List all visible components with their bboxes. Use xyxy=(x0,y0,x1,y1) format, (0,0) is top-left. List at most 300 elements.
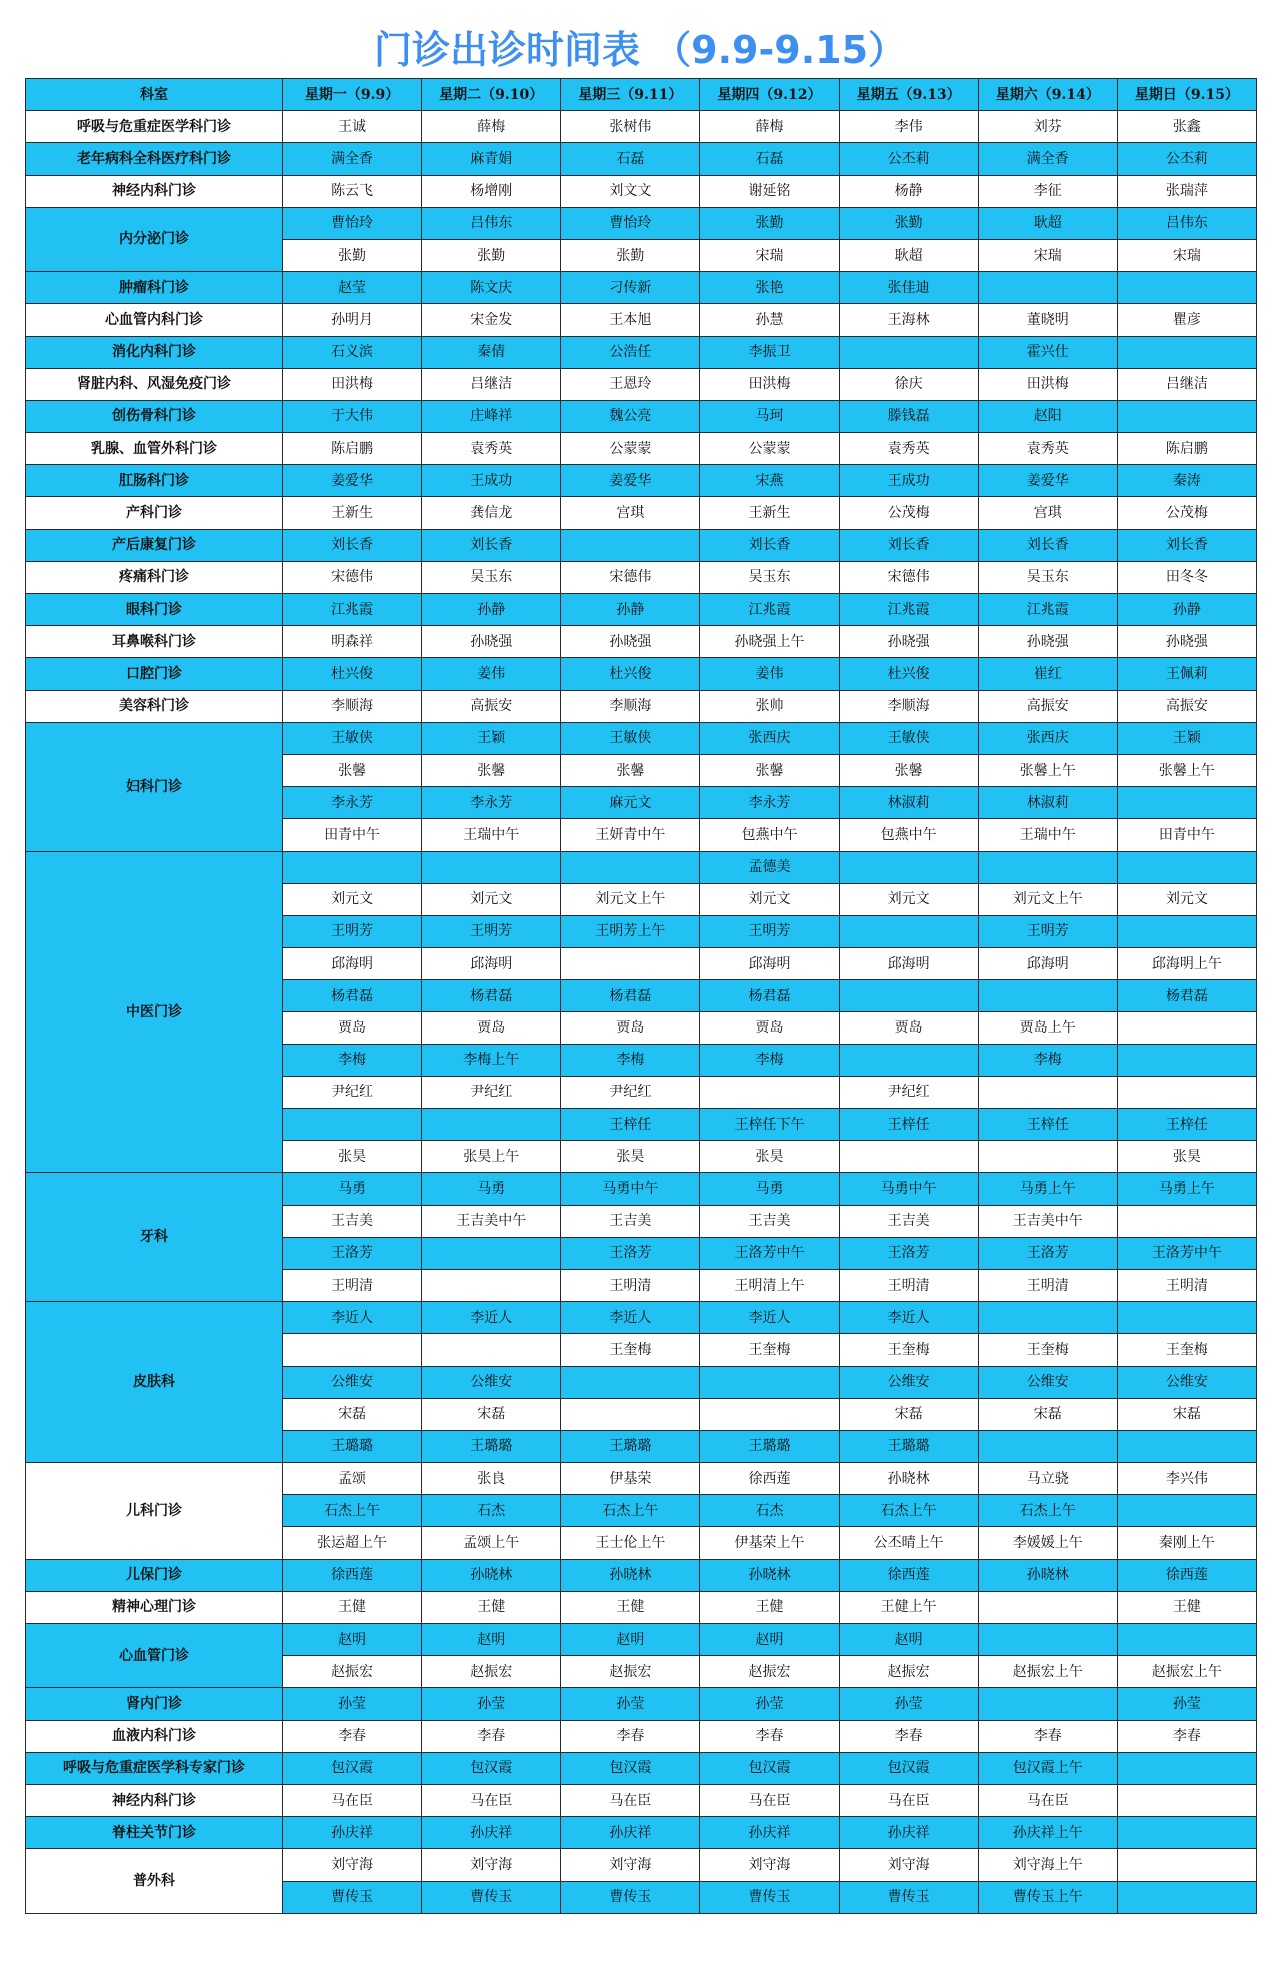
doctor-cell: 王洛芳 xyxy=(978,1237,1117,1269)
doctor-cell: 王健 xyxy=(561,1591,700,1623)
doctor-cell: 王洛芳 xyxy=(839,1237,978,1269)
doctor-cell: 李近人 xyxy=(283,1302,422,1334)
doctor-cell: 刘守海 xyxy=(700,1849,839,1881)
doctor-cell: 孙庆祥 xyxy=(422,1817,561,1849)
doctor-cell: 马勇上午 xyxy=(978,1173,1117,1205)
doctor-cell: 孙莹 xyxy=(561,1688,700,1720)
department-name: 皮肤科 xyxy=(26,1302,283,1463)
doctor-cell: 张勤 xyxy=(422,239,561,271)
doctor-cell: 石杰上午 xyxy=(978,1495,1117,1527)
doctor-cell: 李顺海 xyxy=(561,690,700,722)
header-sunday: 星期日（9.15） xyxy=(1117,79,1256,111)
doctor-cell: 王明清 xyxy=(978,1269,1117,1301)
doctor-cell: 徐西莲 xyxy=(839,1559,978,1591)
department-name: 神经内科门诊 xyxy=(26,175,283,207)
doctor-cell: 孟颂 xyxy=(283,1463,422,1495)
doctor-cell: 尹纪红 xyxy=(561,1076,700,1108)
doctor-cell: 孙静 xyxy=(561,594,700,626)
doctor-cell: 张帅 xyxy=(700,690,839,722)
header-department: 科室 xyxy=(26,79,283,111)
doctor-cell: 杨君磊 xyxy=(283,980,422,1012)
table-row xyxy=(26,336,1257,368)
doctor-cell: 王敏侠 xyxy=(283,722,422,754)
department-name: 肾内门诊 xyxy=(26,1688,283,1720)
doctor-cell: 邱海明上午 xyxy=(1117,948,1256,980)
doctor-cell: 杨增刚 xyxy=(422,175,561,207)
doctor-cell: 徐西莲 xyxy=(700,1463,839,1495)
doctor-cell: 贾岛上午 xyxy=(978,1012,1117,1044)
doctor-cell xyxy=(1117,1076,1256,1108)
doctor-cell xyxy=(978,1430,1117,1462)
doctor-cell: 宋瑞 xyxy=(1117,239,1256,271)
doctor-cell: 宋德伟 xyxy=(839,561,978,593)
doctor-cell: 孙晓林 xyxy=(561,1559,700,1591)
doctor-cell: 刘文文 xyxy=(561,175,700,207)
department-name: 妇科门诊 xyxy=(26,722,283,851)
doctor-cell: 王梓任 xyxy=(839,1109,978,1141)
doctor-cell: 薛梅 xyxy=(422,111,561,143)
doctor-cell: 张馨 xyxy=(700,754,839,786)
department-name: 呼吸与危重症医学科专家门诊 xyxy=(26,1752,283,1784)
doctor-cell: 公维安 xyxy=(978,1366,1117,1398)
doctor-cell: 杜兴俊 xyxy=(839,658,978,690)
page-title: 门诊出诊时间表 （9.9-9.15） xyxy=(373,28,907,72)
doctor-cell: 高振安 xyxy=(1117,690,1256,722)
doctor-cell: 马勇中午 xyxy=(561,1173,700,1205)
doctor-cell: 杜兴俊 xyxy=(561,658,700,690)
doctor-cell: 孙晓林 xyxy=(978,1559,1117,1591)
doctor-cell: 公丕晴上午 xyxy=(839,1527,978,1559)
doctor-cell: 王新生 xyxy=(283,497,422,529)
department-name: 美容科门诊 xyxy=(26,690,283,722)
doctor-cell: 宋磊 xyxy=(422,1398,561,1430)
doctor-cell: 尹纪红 xyxy=(283,1076,422,1108)
doctor-cell: 明森祥 xyxy=(283,626,422,658)
doctor-cell: 王奎梅 xyxy=(700,1334,839,1366)
doctor-cell: 薛梅 xyxy=(700,111,839,143)
doctor-cell: 石杰上午 xyxy=(283,1495,422,1527)
doctor-cell: 刘守海 xyxy=(561,1849,700,1881)
doctor-cell xyxy=(1117,1012,1256,1044)
doctor-cell: 王敏侠 xyxy=(839,722,978,754)
doctor-cell: 李永芳 xyxy=(700,787,839,819)
department-name: 神经内科门诊 xyxy=(26,1784,283,1816)
doctor-cell: 王璐璐 xyxy=(283,1430,422,1462)
doctor-cell: 孙庆祥上午 xyxy=(978,1817,1117,1849)
doctor-cell: 赵明 xyxy=(561,1624,700,1656)
doctor-cell: 袁秀英 xyxy=(978,433,1117,465)
doctor-cell: 刘守海 xyxy=(422,1849,561,1881)
doctor-cell xyxy=(1117,1752,1256,1784)
doctor-cell: 包汉霞 xyxy=(700,1752,839,1784)
table-row xyxy=(26,1849,1257,1881)
doctor-cell: 刘元文 xyxy=(283,883,422,915)
doctor-cell: 姜爱华 xyxy=(978,465,1117,497)
doctor-cell: 张馨上午 xyxy=(978,754,1117,786)
doctor-cell: 王明芳上午 xyxy=(561,915,700,947)
table-row xyxy=(26,690,1257,722)
doctor-cell: 张昊 xyxy=(1117,1141,1256,1173)
doctor-cell xyxy=(1117,1881,1256,1913)
doctor-cell: 赵振宏上午 xyxy=(1117,1656,1256,1688)
doctor-cell: 刘守海上午 xyxy=(978,1849,1117,1881)
doctor-cell: 李近人 xyxy=(422,1302,561,1334)
doctor-cell: 王明芳 xyxy=(422,915,561,947)
doctor-cell: 马在臣 xyxy=(839,1784,978,1816)
doctor-cell: 王梓任 xyxy=(561,1109,700,1141)
doctor-cell: 贾岛 xyxy=(422,1012,561,1044)
doctor-cell: 杨君磊 xyxy=(700,980,839,1012)
doctor-cell xyxy=(978,851,1117,883)
doctor-cell: 田洪梅 xyxy=(978,368,1117,400)
doctor-cell: 张勤 xyxy=(700,207,839,239)
doctor-cell: 田青中午 xyxy=(283,819,422,851)
doctor-cell: 张良 xyxy=(422,1463,561,1495)
doctor-cell: 贾岛 xyxy=(839,1012,978,1044)
doctor-cell: 李媛媛上午 xyxy=(978,1527,1117,1559)
doctor-cell xyxy=(839,851,978,883)
doctor-cell: 刘长香 xyxy=(700,529,839,561)
doctor-cell: 孙庆祥 xyxy=(839,1817,978,1849)
doctor-cell: 陈启鹏 xyxy=(1117,433,1256,465)
department-name: 眼科门诊 xyxy=(26,594,283,626)
doctor-cell: 宫琪 xyxy=(978,497,1117,529)
header-tuesday: 星期二（9.10） xyxy=(422,79,561,111)
doctor-cell: 刘守海 xyxy=(839,1849,978,1881)
doctor-cell: 张运超上午 xyxy=(283,1527,422,1559)
department-name: 普外科 xyxy=(26,1849,283,1913)
doctor-cell: 孙晓强 xyxy=(561,626,700,658)
doctor-cell xyxy=(839,1044,978,1076)
table-row xyxy=(26,433,1257,465)
doctor-cell: 赵明 xyxy=(283,1624,422,1656)
doctor-cell xyxy=(1117,1044,1256,1076)
doctor-cell xyxy=(978,1141,1117,1173)
doctor-cell: 伊基荣 xyxy=(561,1463,700,1495)
doctor-cell: 滕钱磊 xyxy=(839,400,978,432)
doctor-cell: 宋金发 xyxy=(422,304,561,336)
table-row xyxy=(26,851,1257,883)
doctor-cell: 王新生 xyxy=(700,497,839,529)
doctor-cell: 王瑞中午 xyxy=(978,819,1117,851)
doctor-cell: 贾岛 xyxy=(561,1012,700,1044)
doctor-cell xyxy=(1117,1205,1256,1237)
department-name: 产后康复门诊 xyxy=(26,529,283,561)
doctor-cell: 尹纪红 xyxy=(839,1076,978,1108)
doctor-cell xyxy=(700,1076,839,1108)
schedule-body xyxy=(26,111,1257,1914)
doctor-cell: 孙庆祥 xyxy=(700,1817,839,1849)
doctor-cell: 李春 xyxy=(700,1720,839,1752)
doctor-cell: 王吉美中午 xyxy=(978,1205,1117,1237)
doctor-cell: 龚信龙 xyxy=(422,497,561,529)
doctor-cell: 王颖 xyxy=(422,722,561,754)
doctor-cell: 杨静 xyxy=(839,175,978,207)
doctor-cell: 高振安 xyxy=(978,690,1117,722)
doctor-cell: 公茂梅 xyxy=(839,497,978,529)
doctor-cell xyxy=(283,851,422,883)
doctor-cell: 王佩莉 xyxy=(1117,658,1256,690)
doctor-cell xyxy=(561,948,700,980)
doctor-cell: 王海林 xyxy=(839,304,978,336)
doctor-cell: 王洛芳 xyxy=(283,1237,422,1269)
doctor-cell: 江兆霞 xyxy=(839,594,978,626)
doctor-cell: 李春 xyxy=(839,1720,978,1752)
table-row xyxy=(26,497,1257,529)
doctor-cell: 徐西莲 xyxy=(1117,1559,1256,1591)
doctor-cell: 李近人 xyxy=(561,1302,700,1334)
doctor-cell: 马在臣 xyxy=(561,1784,700,1816)
doctor-cell: 秦涛 xyxy=(1117,465,1256,497)
doctor-cell: 邱海明 xyxy=(700,948,839,980)
doctor-cell xyxy=(978,272,1117,304)
doctor-cell: 李永芳 xyxy=(422,787,561,819)
department-name: 儿科门诊 xyxy=(26,1463,283,1560)
doctor-cell: 石义滨 xyxy=(283,336,422,368)
doctor-cell: 刘元文上午 xyxy=(978,883,1117,915)
doctor-cell: 王梓任 xyxy=(978,1109,1117,1141)
doctor-cell xyxy=(1117,1817,1256,1849)
table-row xyxy=(26,626,1257,658)
doctor-cell: 张西庆 xyxy=(978,722,1117,754)
doctor-cell xyxy=(839,980,978,1012)
doctor-cell xyxy=(561,851,700,883)
doctor-cell: 曹怡玲 xyxy=(561,207,700,239)
doctor-cell: 李永芳 xyxy=(283,787,422,819)
table-row xyxy=(26,368,1257,400)
department-name: 乳腺、血管外科门诊 xyxy=(26,433,283,465)
doctor-cell: 马勇上午 xyxy=(1117,1173,1256,1205)
doctor-cell: 公维安 xyxy=(839,1366,978,1398)
header-saturday: 星期六（9.14） xyxy=(978,79,1117,111)
doctor-cell: 江兆霞 xyxy=(283,594,422,626)
doctor-cell: 王璐璐 xyxy=(422,1430,561,1462)
doctor-cell xyxy=(561,1398,700,1430)
doctor-cell: 刘长香 xyxy=(839,529,978,561)
doctor-cell: 宋磊 xyxy=(283,1398,422,1430)
doctor-cell xyxy=(978,1688,1117,1720)
department-name: 肿瘤科门诊 xyxy=(26,272,283,304)
doctor-cell: 王健 xyxy=(700,1591,839,1623)
doctor-cell: 曹传玉 xyxy=(700,1881,839,1913)
doctor-cell: 赵振宏 xyxy=(422,1656,561,1688)
doctor-cell xyxy=(1117,1495,1256,1527)
doctor-cell: 公维安 xyxy=(283,1366,422,1398)
doctor-cell: 王吉美 xyxy=(839,1205,978,1237)
doctor-cell xyxy=(978,1076,1117,1108)
doctor-cell: 王明清 xyxy=(283,1269,422,1301)
doctor-cell: 李梅 xyxy=(700,1044,839,1076)
doctor-cell: 王洛芳中午 xyxy=(1117,1237,1256,1269)
doctor-cell: 包燕中午 xyxy=(839,819,978,851)
table-row xyxy=(26,1624,1257,1656)
doctor-cell: 姜伟 xyxy=(422,658,561,690)
table-row xyxy=(26,207,1257,239)
department-name: 肛肠科门诊 xyxy=(26,465,283,497)
doctor-cell: 江兆霞 xyxy=(700,594,839,626)
doctor-cell: 公维安 xyxy=(1117,1366,1256,1398)
doctor-cell: 曹传玉 xyxy=(422,1881,561,1913)
doctor-cell: 刘长香 xyxy=(978,529,1117,561)
table-row xyxy=(26,1591,1257,1623)
doctor-cell: 刘元文 xyxy=(422,883,561,915)
doctor-cell: 宋燕 xyxy=(700,465,839,497)
doctor-cell: 孙莹 xyxy=(839,1688,978,1720)
doctor-cell: 董晓明 xyxy=(978,304,1117,336)
doctor-cell: 田冬冬 xyxy=(1117,561,1256,593)
doctor-cell: 李征 xyxy=(978,175,1117,207)
doctor-cell: 石磊 xyxy=(561,143,700,175)
doctor-cell: 吴玉东 xyxy=(422,561,561,593)
doctor-cell: 徐庆 xyxy=(839,368,978,400)
doctor-cell: 张馨上午 xyxy=(1117,754,1256,786)
doctor-cell: 孙明月 xyxy=(283,304,422,336)
doctor-cell: 于大伟 xyxy=(283,400,422,432)
table-row xyxy=(26,143,1257,175)
doctor-cell: 田青中午 xyxy=(1117,819,1256,851)
doctor-cell: 石杰 xyxy=(422,1495,561,1527)
table-row xyxy=(26,1688,1257,1720)
doctor-cell: 赵明 xyxy=(422,1624,561,1656)
doctor-cell: 李近人 xyxy=(839,1302,978,1334)
doctor-cell: 宋德伟 xyxy=(561,561,700,593)
doctor-cell: 王吉美中午 xyxy=(422,1205,561,1237)
doctor-cell xyxy=(561,529,700,561)
doctor-cell xyxy=(978,1624,1117,1656)
doctor-cell: 王洛芳中午 xyxy=(700,1237,839,1269)
doctor-cell: 田洪梅 xyxy=(283,368,422,400)
doctor-cell: 包燕中午 xyxy=(700,819,839,851)
doctor-cell: 王明芳 xyxy=(978,915,1117,947)
doctor-cell: 姜爱华 xyxy=(283,465,422,497)
doctor-cell: 李梅 xyxy=(283,1044,422,1076)
doctor-cell: 王敏侠 xyxy=(561,722,700,754)
doctor-cell: 李梅上午 xyxy=(422,1044,561,1076)
doctor-cell: 宋瑞 xyxy=(700,239,839,271)
doctor-cell xyxy=(422,851,561,883)
doctor-cell: 曹传玉 xyxy=(839,1881,978,1913)
doctor-cell: 张西庆 xyxy=(700,722,839,754)
doctor-cell: 王明清上午 xyxy=(700,1269,839,1301)
doctor-cell: 马勇 xyxy=(700,1173,839,1205)
department-name: 血液内科门诊 xyxy=(26,1720,283,1752)
doctor-cell xyxy=(1117,915,1256,947)
doctor-cell: 公蒙蒙 xyxy=(700,433,839,465)
doctor-cell xyxy=(1117,787,1256,819)
doctor-cell: 孙晓强 xyxy=(978,626,1117,658)
doctor-cell: 王洛芳 xyxy=(561,1237,700,1269)
doctor-cell xyxy=(839,336,978,368)
doctor-cell: 高振安 xyxy=(422,690,561,722)
doctor-cell: 麻青娟 xyxy=(422,143,561,175)
doctor-cell: 霍兴仕 xyxy=(978,336,1117,368)
doctor-cell: 袁秀英 xyxy=(422,433,561,465)
table-row xyxy=(26,722,1257,754)
doctor-cell: 张馨 xyxy=(561,754,700,786)
doctor-cell: 李春 xyxy=(1117,1720,1256,1752)
doctor-cell: 公蒙蒙 xyxy=(561,433,700,465)
doctor-cell: 谢延铭 xyxy=(700,175,839,207)
department-name: 心血管门诊 xyxy=(26,1624,283,1688)
doctor-cell: 魏公亮 xyxy=(561,400,700,432)
doctor-cell: 杨君磊 xyxy=(422,980,561,1012)
doctor-cell: 瞿彦 xyxy=(1117,304,1256,336)
doctor-cell: 孙晓强 xyxy=(839,626,978,658)
doctor-cell: 袁秀英 xyxy=(839,433,978,465)
doctor-cell: 王健 xyxy=(283,1591,422,1623)
doctor-cell: 吴玉东 xyxy=(700,561,839,593)
doctor-cell: 张勤 xyxy=(561,239,700,271)
table-row xyxy=(26,272,1257,304)
doctor-cell xyxy=(1117,400,1256,432)
doctor-cell: 公丕莉 xyxy=(1117,143,1256,175)
doctor-cell xyxy=(1117,851,1256,883)
doctor-cell: 满全香 xyxy=(283,143,422,175)
doctor-cell: 耿超 xyxy=(839,239,978,271)
table-row xyxy=(26,175,1257,207)
table-row xyxy=(26,1817,1257,1849)
doctor-cell xyxy=(700,1398,839,1430)
doctor-cell: 秦刚上午 xyxy=(1117,1527,1256,1559)
doctor-cell: 马勇 xyxy=(422,1173,561,1205)
doctor-cell: 马勇 xyxy=(283,1173,422,1205)
doctor-cell: 杨君磊 xyxy=(1117,980,1256,1012)
department-name: 内分泌门诊 xyxy=(26,207,283,271)
doctor-cell: 包汉霞 xyxy=(561,1752,700,1784)
doctor-cell: 包汉霞 xyxy=(839,1752,978,1784)
doctor-cell: 孙莹 xyxy=(283,1688,422,1720)
doctor-cell: 马勇中午 xyxy=(839,1173,978,1205)
doctor-cell: 秦倩 xyxy=(422,336,561,368)
doctor-cell: 田洪梅 xyxy=(700,368,839,400)
doctor-cell: 张馨 xyxy=(422,754,561,786)
department-name: 脊柱关节门诊 xyxy=(26,1817,283,1849)
doctor-cell: 曹传玉 xyxy=(283,1881,422,1913)
doctor-cell: 李春 xyxy=(422,1720,561,1752)
doctor-cell: 曹传玉 xyxy=(561,1881,700,1913)
doctor-cell: 赵明 xyxy=(839,1624,978,1656)
table-row xyxy=(26,1173,1257,1205)
doctor-cell: 张鑫 xyxy=(1117,111,1256,143)
doctor-cell: 孙晓林 xyxy=(839,1463,978,1495)
department-name: 心血管内科门诊 xyxy=(26,304,283,336)
schedule-table xyxy=(25,78,1257,1914)
table-row xyxy=(26,1302,1257,1334)
doctor-cell: 赵振宏 xyxy=(700,1656,839,1688)
doctor-cell: 陈文庆 xyxy=(422,272,561,304)
doctor-cell: 赵阳 xyxy=(978,400,1117,432)
doctor-cell: 宫琪 xyxy=(561,497,700,529)
table-row xyxy=(26,529,1257,561)
table-row xyxy=(26,111,1257,143)
doctor-cell: 赵明 xyxy=(700,1624,839,1656)
doctor-cell: 江兆霞 xyxy=(978,594,1117,626)
doctor-cell xyxy=(978,980,1117,1012)
doctor-cell: 王吉美 xyxy=(700,1205,839,1237)
doctor-cell: 张勤 xyxy=(839,207,978,239)
doctor-cell: 王妍青中午 xyxy=(561,819,700,851)
doctor-cell: 孙莹 xyxy=(700,1688,839,1720)
doctor-cell xyxy=(422,1109,561,1141)
table-row xyxy=(26,304,1257,336)
doctor-cell: 孙晓林 xyxy=(422,1559,561,1591)
doctor-cell: 姜伟 xyxy=(700,658,839,690)
doctor-cell: 张佳迪 xyxy=(839,272,978,304)
doctor-cell: 赵莹 xyxy=(283,272,422,304)
doctor-cell xyxy=(561,1366,700,1398)
table-row xyxy=(26,1720,1257,1752)
doctor-cell: 王吉美 xyxy=(561,1205,700,1237)
